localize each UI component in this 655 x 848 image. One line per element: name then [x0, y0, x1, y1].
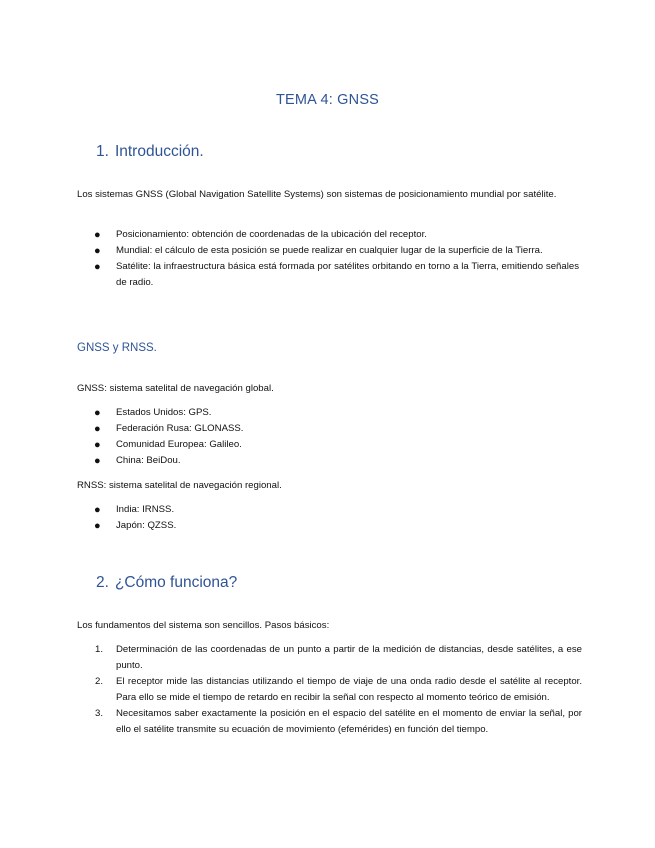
- list-item: ● Mundial: el cálculo de esta posición se puede realizar en cualquier lugar de la superficie de la Tierra.: [94, 245, 543, 257]
- rnss-label: RNSS: sistema satelital de navegación regional.: [77, 480, 282, 491]
- list-item: ● Comunidad Europea: Galileo.: [94, 439, 242, 451]
- list-item: 3. Necesitamos saber exactamente la posición en el espacio del satélite en el momento de enviar la señal, por ello el satélite transmite su ecuación de movimiento (efemérides) en función del tiempo.: [95, 708, 582, 735]
- section-1-number: 1.: [96, 143, 109, 160]
- step-number: 2.: [95, 676, 104, 687]
- bullet-icon: ●: [94, 229, 101, 241]
- section-2-title: ¿Cómo funciona?: [114, 574, 238, 591]
- list-item: ● Satélite: la infraestructura básica está formada por satélites orbitando en torno a la Tierra, emitiendo señales de radio.: [94, 261, 579, 288]
- list-item: ● India: IRNSS.: [94, 504, 175, 516]
- list-item: ● Posicionamiento: obtención de coordenadas de la ubicación del receptor.: [94, 229, 427, 241]
- section-1-intro: Los sistemas GNSS (Global Navigation Satellite Systems) son sistemas de posicionamiento mundial por satélite.: [77, 189, 557, 200]
- document-title: TEMA 4: GNSS: [275, 92, 380, 108]
- bullet-icon: ●: [94, 455, 101, 467]
- rnss-list: [77, 502, 579, 534]
- bullet-icon: ●: [94, 439, 101, 451]
- bullet-icon: ●: [94, 245, 101, 257]
- section-1-bullet-list: [77, 227, 579, 291]
- list-item: 1. Determinación de las coordenadas de un punto a partir de la medición de distancias, desde satélites, a ese punto.: [95, 644, 582, 671]
- step-number: 3.: [95, 708, 104, 719]
- bullet-icon: ●: [94, 423, 101, 435]
- step-number: 1.: [95, 644, 104, 655]
- section-1-heading: [96, 143, 204, 161]
- section-2-steps: [77, 642, 582, 738]
- gnss-label: GNSS: sistema satelital de navegación global.: [77, 383, 274, 394]
- bullet-icon: ●: [94, 504, 101, 516]
- gnss-list: [77, 405, 579, 469]
- section-2-heading: [96, 574, 237, 592]
- section-2-number: 2.: [96, 574, 109, 591]
- section-1-title: Introducción.: [114, 143, 204, 160]
- list-item: 2. El receptor mide las distancias utilizando el tiempo de viaje de una onda radio desde el satélite al receptor. Para ello se mide el tiempo de retardo en recibir la señal con respecto al momento teórico de emisión.: [95, 676, 582, 703]
- list-item: ● Japón: QZSS.: [94, 520, 177, 532]
- list-item: ● Estados Unidos: GPS.: [94, 407, 212, 419]
- list-item: ● Federación Rusa: GLONASS.: [94, 423, 244, 435]
- subsection-heading: GNSS y RNSS.: [77, 342, 157, 354]
- bullet-icon: ●: [94, 520, 101, 532]
- section-2-intro: Los fundamentos del sistema son sencillos. Pasos básicos:: [77, 620, 330, 631]
- list-item: ● China: BeiDou.: [94, 455, 181, 467]
- bullet-icon: ●: [94, 407, 101, 419]
- bullet-icon: ●: [94, 261, 101, 273]
